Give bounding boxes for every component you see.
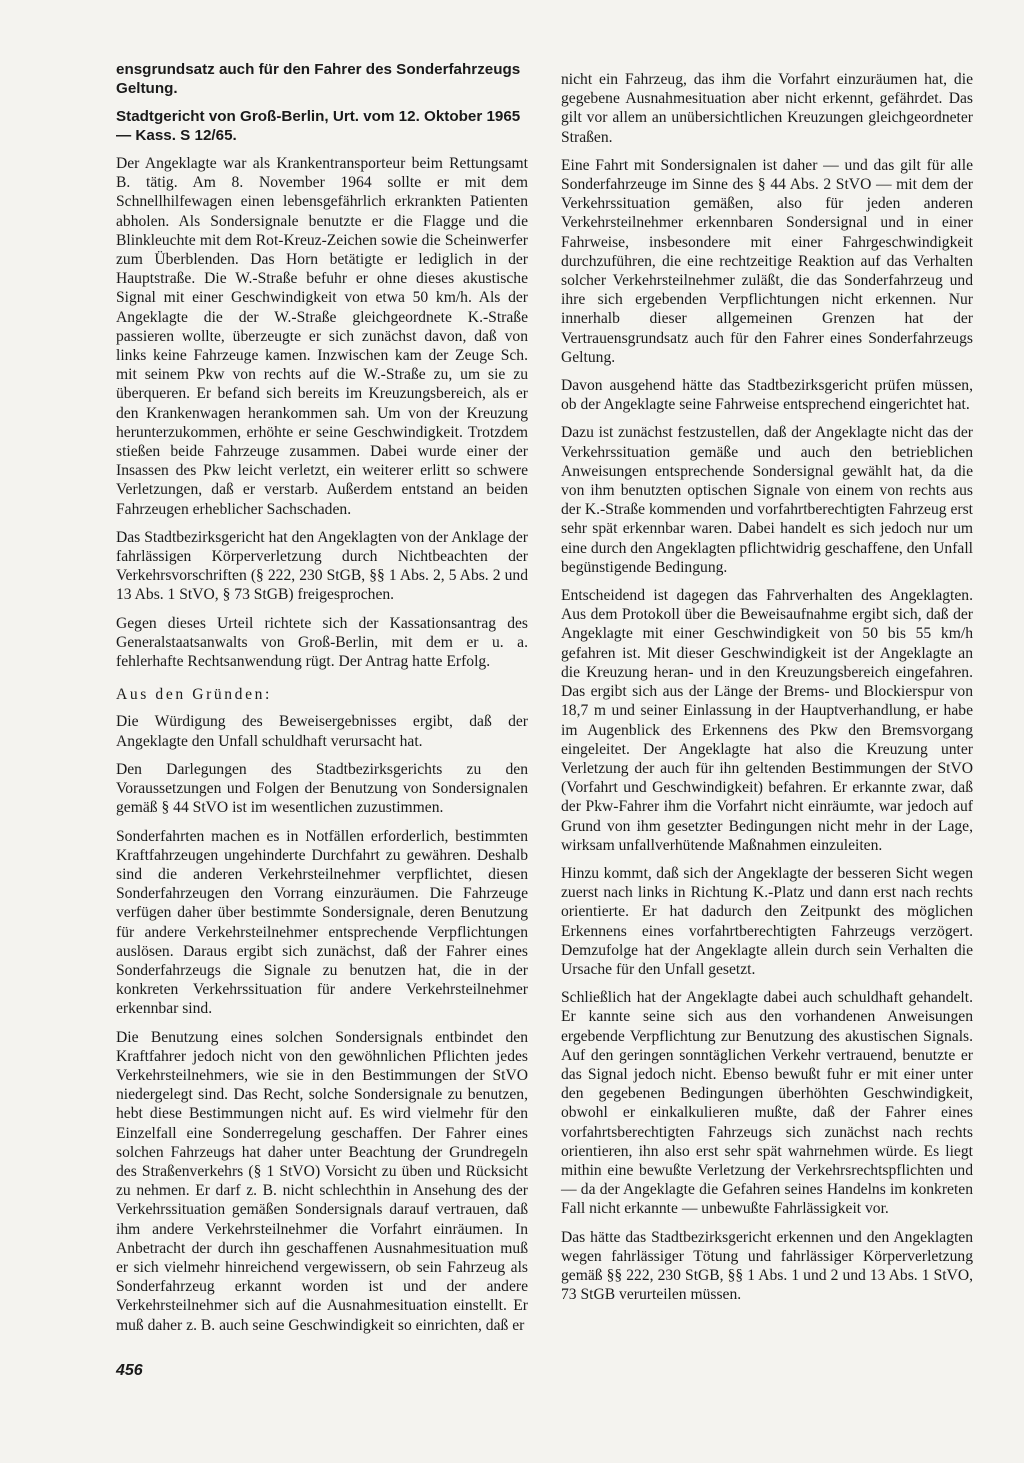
section-heading: Aus den Gründen: (116, 686, 272, 704)
page-number: 456 (116, 1362, 143, 1379)
paragraph: Die Benutzung eines solchen Sondersignals entbindet den Kraftfahrer jedoch nicht von den gewöhnlichen Pflichten jedes Verkehrsteilnehmers, wie sie in den Bestimmungen der StVO niedergelegt sind. Das Recht, solche Sondersignale zu benutzen, hebt diese Bestimmungen nicht auf. Es wird vielmehr für den Einzelfall eine Sonderregelung geschaffen. Der Fahrer eines solchen Fahrzeugs hat daher unter Beachtung der Grundregeln des Straßenverkehrs (§ 1 StVO) Vorsicht zu üben und Rücksicht zu nehmen. Er darf z. B. nicht schlechthin in Ansehung des der Verkehrssituation gemäßen Sondersignals darauf vertrauen, daß ihm andere Verkehrsteilnehmer die Vorfahrt einräumen. In Anbetracht der durch ihn geschaffenen Ausnahmesituation muß er sich vielmehr hinreichend vergewissern, ob sein Fahrzeug als Sonderfahrzeug erkannt worden ist und der andere Verkehrsteilnehmer sich auf die Ausnahmesituation einstellt. Er muß daher z. B. auch seine Geschwindigkeit so einrichten, daß er (116, 1028, 528, 1334)
paragraph: Eine Fahrt mit Sondersignalen ist daher — und das gilt für alle Sonderfahrzeuge im Sinne des § 44 Abs. 2 StVO — mit dem der Verkehrssituation gemäßen, also für jeden anderen Verkehrsteilnehmer erkennbaren Sondersignal und in einer Fahrweise, insbesondere mit einer Fahrgeschwindigkeit durchzuführen, die eine rechtzeitige Reaktion auf das Verhalten solcher Verkehrsteilnehmer zuläßt, die das Sonderfahrzeug und ihre sich ergebenden Verpflichtungen nicht erkennen. Nur innerhalb dieser allgemeinen Grenzen hat der Vertrauensgrundsatz auch für den Fahrer eines Sonderfahrzeugs Geltung. (561, 156, 973, 366)
paragraph: Den Darlegungen des Stadtbezirksgerichts zu den Voraussetzungen und Folgen der Benutzung von Sondersignalen gemäß § 44 StVO ist im wesentlichen zuzustimmen. (116, 760, 528, 817)
paragraph: Die Würdigung des Beweisergebnisses ergibt, daß der Angeklagte den Unfall schuldhaft verursacht hat. (116, 713, 528, 750)
paragraph: nicht ein Fahrzeug, das ihm die Vorfahrt einzuräumen hat, die gegebene Ausnahmesituation aber nicht erkennt, gefährdet. Das gilt vor allem an unübersichtlichen Kreuzungen gleichgeordneter Straßen. (561, 71, 973, 146)
right-column (561, 70, 973, 1313)
paragraph: Hinzu kommt, daß sich der Angeklagte der besseren Sicht wegen zuerst nach links in Richtung K.-Platz und dann erst nach rechts orientierte. Er hat dadurch den Zeitpunkt des möglichen Erkennens eines vorfahrtberechtigten Fahrzeugs verzögert. Demzufolge hat der Angeklagte allein durch sein Verhalten die Ursache für den Unfall gesetzt. (561, 864, 973, 978)
paragraph: Schließlich hat der Angeklagte dabei auch schuldhaft gehandelt. Er kannte seine sich aus den vorhandenen Anweisungen ergebende Verpflichtung zur Benutzung des akustischen Signals. Auf den geringen sonntäglichen Verkehr vertrauend, benutzte er das Signal jedoch nicht. Ebenso bewußt fuhr er mit einer unter den gegebenen Bedingungen überhöhten Geschwindigkeit, obwohl er einkalkulieren mußte, daß der Fahrer eines vorfahrtsberechtigten Fahrzeugs sich zunächst nach rechts orientieren, ihn also erst sehr spät wahrnehmen würde. Es liegt mithin eine bewußte Verletzung der Verkehrsrechtspflichten und — da der Angeklagte die Gefahren seines Handelns im konkreten Fall nicht erkannte — unbewußte Fahrlässigkeit vor. (561, 989, 973, 1218)
paragraph: Das Stadtbezirksgericht hat den Angeklagten von der Anklage der fahrlässigen Körperverletzung durch Nichtbeachten der Verkehrsvorschriften (§ 222, 230 StGB, §§ 1 Abs. 2, 5 Abs. 2 und 13 Abs. 1 StVO, § 73 StGB) freigesprochen. (116, 528, 528, 604)
paragraph: Der Angeklagte war als Krankentransporteur beim Rettungsamt B. tätig. Am 8. November 1964 sollte er mit dem Schnellhilfewagen einen lebensgefährlich erkrankten Patienten abholen. Als Sondersignale benutzte er die Flagge und die Blinkleuchte mit dem Rot-Kreuz-Zeichen sowie die Scheinwerfer zum Überblenden. Das Horn betätigte er lediglich in der Hauptstraße. Die W.-Straße befuhr er ohne dieses akustische Signal mit einer Geschwindigkeit von etwa 50 km/h. Als der Angeklagte die der W.-Straße gleichgeordnete K.-Straße passieren wollte, überzeugte er sich zunächst davon, daß von links keine Fahrzeuge kamen. Inzwischen kam der Zeuge Sch. mit seinem Pkw von rechts auf die W.-Straße zu, um sie zu überqueren. Er befand sich bereits im Kreuzungsbereich, als er den Krankenwagen herankommen sah. Um von der Kreuzung herunterzukommen, erhöhte er seine Geschwindigkeit. Trotzdem stießen beide Fahrzeuge zusammen. Dabei wurde einer der Insassen des Pkw leicht verletzt, ein weiterer erlitt so schwere Verletzungen, daß er verstarb. Außerdem entstand an beiden Fahrzeugen erheblicher Sachschaden. (116, 155, 528, 518)
paragraph: Das hätte das Stadtbezirksgericht erkennen und den Angeklagten wegen fahrlässiger Tötung und fahrlässiger Körperverletzung gemäß §§ 222, 230 StGB, §§ 1 Abs. 1 und 2 und 13 Abs. 1 StVO, 73 StGB verurteilen müssen. (561, 1228, 973, 1304)
paragraph: Sonderfahrten machen es in Notfällen erforderlich, bestimmten Kraftfahrzeugen ungehinderte Durchfahrt zu gewähren. Deshalb sind die anderen Verkehrsteilnehmer verpflichtet, diesen Sonderfahrzeugen den Vorrang einzuräumen. Die Fahrzeuge verfügen daher über bestimmte Sondersignale, deren Benutzung für andere Verkehrsteilnehmer entsprechende Verpflichtungen auslösen. Daraus ergibt sich zunächst, daß der Fahrer eines Sonderfahrzeugs die Signale zu benutzen hat, die in der konkreten Verkehrssituation für andere Verkehrsteilnehmer erkennbar sind. (116, 827, 528, 1018)
paragraph: Davon ausgehend hätte das Stadtbezirksgericht prüfen müssen, ob der Angeklagte seine Fahrweise entsprechend eingerichtet hat. (561, 377, 973, 414)
left-column (116, 60, 528, 1344)
case-citation: Stadtgericht von Groß-Berlin, Urt. vom 12. Oktober 1965 — Kass. S 12/65. (116, 108, 521, 144)
paragraph: Dazu ist zunächst festzustellen, daß der Angeklagte nicht das der Verkehrssituation gemäße und auch den betrieblichen Anweisungen entsprechende Sondersignal gewählt hat, da die von ihm benutzten optischen Signale von einem von rechts aus der K.-Straße kommenden und vorfahrtberechtigten Fahrzeug erst sehr spät erkennbar waren. Dabei handelt es sich jedoch nur um eine durch den Angeklagten pflichtwidrig geschaffene, den Unfall begünstigende Bedingung. (561, 424, 973, 576)
paragraph: Gegen dieses Urteil richtete sich der Kassationsantrag des Generalstaatsanwalts von Groß-Berlin, mit dem er u. a. fehlerhafte Rechtsanwendung rügt. Der Antrag hatte Erfolg. (116, 614, 528, 671)
headnote: ensgrundsatz auch für den Fahrer des Sonderfahrzeugs Geltung. (116, 61, 521, 97)
paragraph: Entscheidend ist dagegen das Fahrverhalten des Angeklagten. Aus dem Protokoll über die Beweisaufnahme ergibt sich, daß der Angeklagte mit einer Geschwindigkeit von 50 bis 55 km/h gefahren ist. Mit dieser Geschwindigkeit ist der Angeklagte an die Kreuzung heran- und in den Kreuzungsbereich eingefahren. Das ergibt sich aus der Länge der Brems- und Blockierspur von 18,7 m und seiner Einlassung in der Hauptverhandlung, er habe im Augenblick des Erkennens des Pkw den Bremsvorgang eingeleitet. Der Angeklagte hat also die Kreuzung unter Verletzung der auch für ihn geltenden Bestimmungen der StVO (Vorfahrt und Geschwindigkeit) befahren. Er erkannte zwar, daß der Pkw-Fahrer ihm die Vorfahrt nicht einräumte, war jedoch auf Grund von ihm gesetzter Bedingungen nicht mehr in der Lage, wirksam unfallverhütende Maßnahmen einzuleiten. (561, 587, 973, 854)
